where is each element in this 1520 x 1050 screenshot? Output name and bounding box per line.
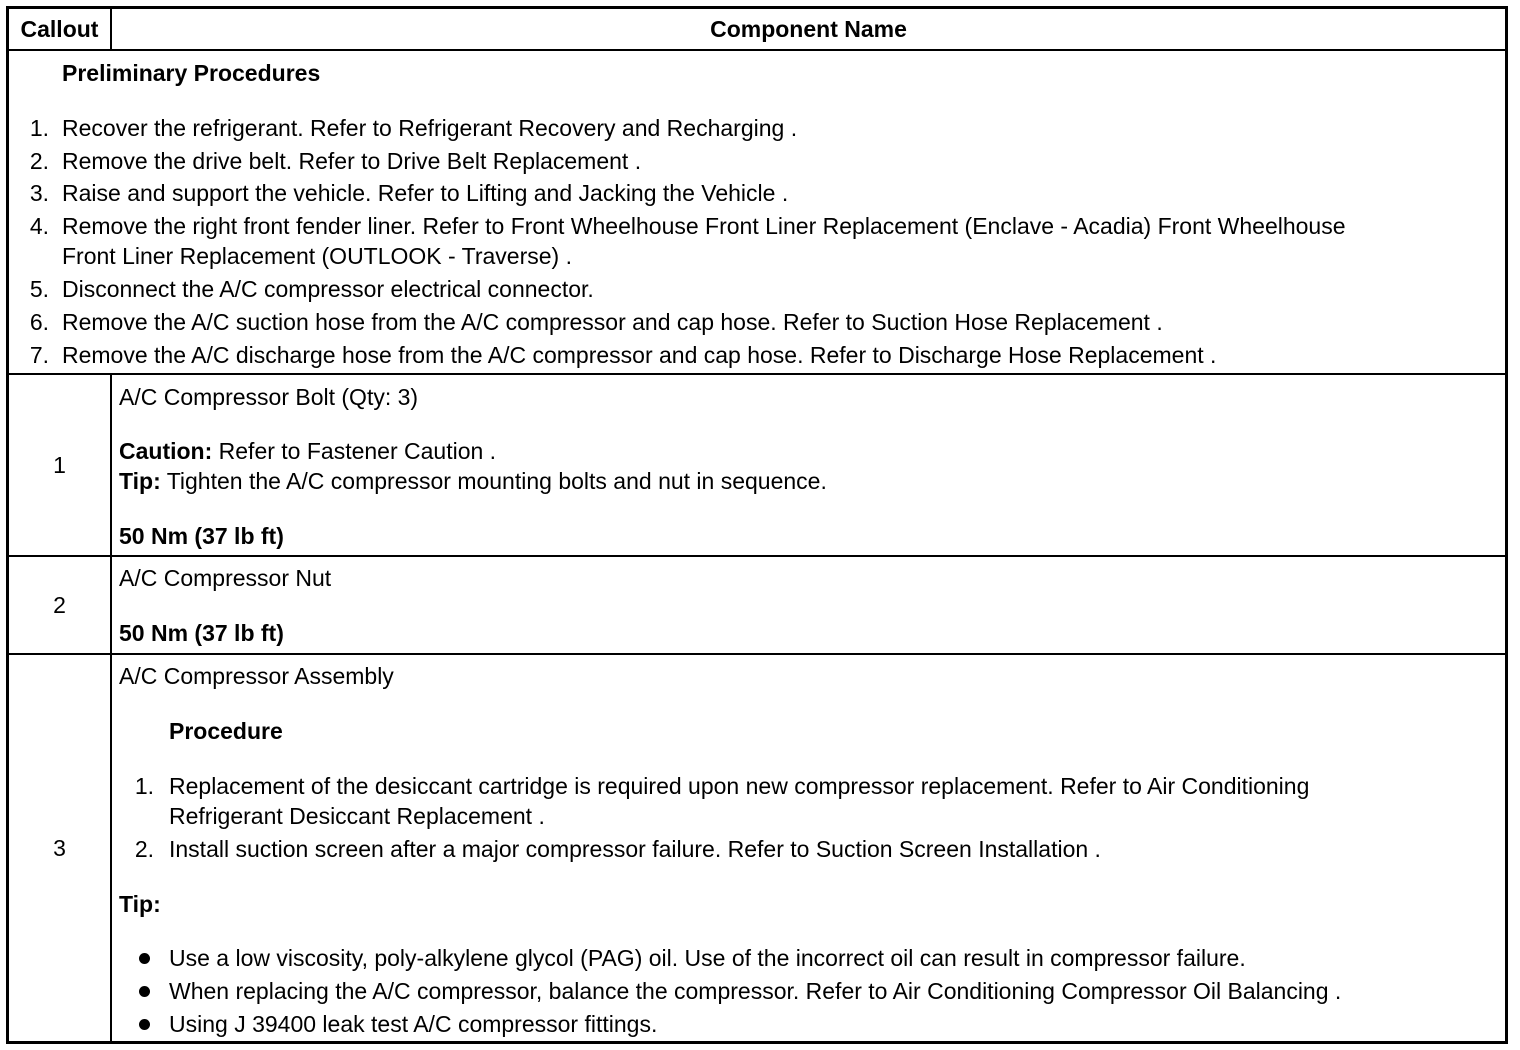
procedure-step-text: Refrigerant Desiccant Replacement . [169,803,545,829]
procedure-step-text: Install suction screen after a major compressor failure. Refer to Suction Screen Installation . [169,836,1101,862]
preliminary-title: Preliminary Procedures [62,60,321,86]
prelim-step-text: Remove the drive belt. Refer to Drive Belt Replacement . [62,148,642,174]
tip-text: Tighten the A/C compressor mounting bolts and nut in sequence. [160,468,827,494]
table-row [9,655,1505,1041]
tip-note [119,466,827,496]
header-callout: Callout [9,9,112,49]
bullet-icon [139,953,150,964]
tip-bullet-text: Using J 39400 leak test A/C compressor fittings. [169,1011,658,1037]
component-cell [112,655,1505,1041]
torque-spec: 50 Nm (37 lb ft) [119,620,284,646]
table-header-row [9,9,1505,51]
prelim-step-text: Front Liner Replacement (OUTLOOK - Traverse) . [62,243,572,269]
component-table [6,6,1508,1044]
table-row [9,557,1505,655]
component-cell [112,375,1505,555]
bullet-icon [139,1019,150,1030]
preliminary-procedures [9,51,1505,375]
procedure-title: Procedure [169,718,283,744]
table-row [9,375,1505,557]
prelim-step-text: Disconnect the A/C compressor electrical connector. [62,276,594,302]
prelim-step-text: Raise and support the vehicle. Refer to Lifting and Jacking the Vehicle . [62,180,789,206]
callout-number: 3 [9,655,112,1041]
caution-text: Refer to Fastener Caution . [212,438,497,464]
prelim-step-number: 3. [29,180,49,206]
tip-label: Tip: [119,891,161,917]
prelim-step-number: 7. [29,342,49,368]
procedure-step-number: 2. [134,836,154,862]
component-name: A/C Compressor Nut [119,565,332,591]
prelim-step-text: Recover the refrigerant. Refer to Refrigerant Recovery and Recharging . [62,115,798,141]
prelim-step-text: Remove the right front fender liner. Refer to Front Wheelhouse Front Liner Replacement (Enclave - Acadia) Front Wheelhouse [62,213,1346,239]
component-cell [112,557,1505,653]
prelim-step-text: Remove the A/C discharge hose from the A/C compressor and cap hose. Refer to Discharge Hose Replacement . [62,342,1217,368]
component-name: A/C Compressor Assembly [119,663,394,689]
torque-spec: 50 Nm (37 lb ft) [119,523,284,549]
component-name: A/C Compressor Bolt (Qty: 3) [119,384,419,410]
tip-bullet-text: When replacing the A/C compressor, balance the compressor. Refer to Air Conditioning Compressor Oil Balancing . [169,978,1342,1004]
caution-label: Caution: [119,438,213,464]
tip-label: Tip: [119,468,161,494]
procedure-step-number: 1. [134,773,154,799]
header-component-name: Component Name [710,16,907,42]
caution-note [119,436,496,466]
prelim-step-number: 5. [29,276,49,302]
prelim-step-number: 4. [29,213,49,239]
prelim-step-number: 6. [29,309,49,335]
bullet-icon [139,986,150,997]
prelim-step-text: Remove the A/C suction hose from the A/C compressor and cap hose. Refer to Suction Hose Replacement . [62,309,1163,335]
tip-bullet-text: Use a low viscosity, poly-alkylene glycol (PAG) oil. Use of the incorrect oil can result in compressor failure. [169,945,1246,971]
procedure-step-text: Replacement of the desiccant cartridge is required upon new compressor replacement. Refer to Air Conditioning [169,773,1310,799]
prelim-step-number: 1. [29,115,49,141]
callout-number: 2 [9,557,112,653]
callout-number: 1 [9,375,112,555]
prelim-step-number: 2. [29,148,49,174]
